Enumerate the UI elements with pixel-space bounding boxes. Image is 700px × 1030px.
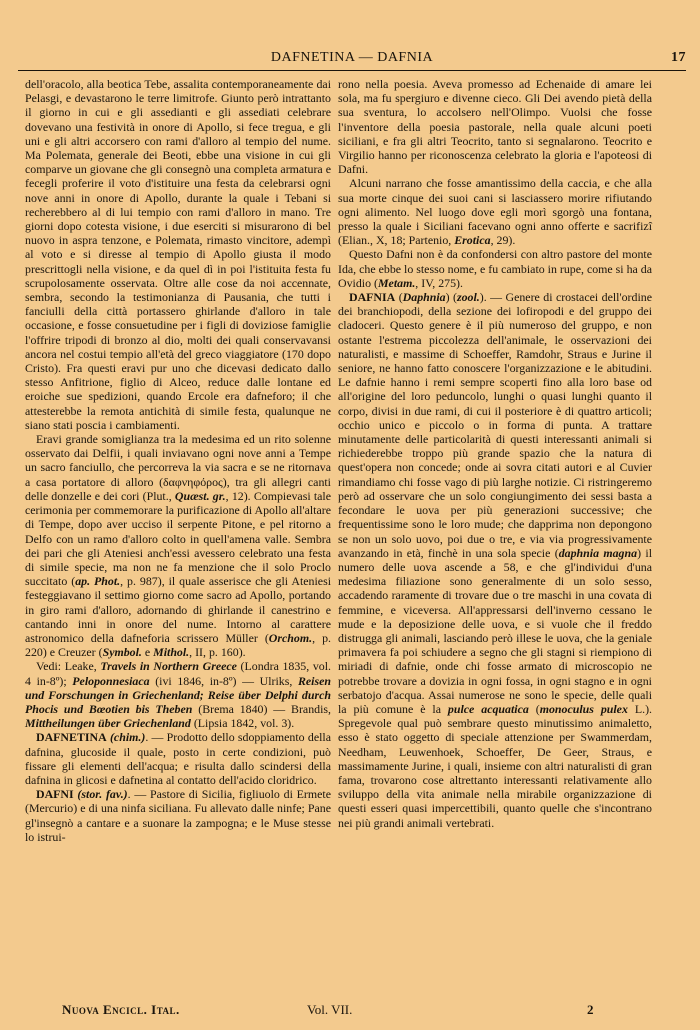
citation-mittheilungen: Mittheilungen über Griechenland [25, 716, 191, 731]
entry-dafnetina: DAFNETINA (chim.). — Prodotto dello sdoppiamento della dafnina, glucoside il quale, posto in certe condizioni, può fissare gli elementi dell'acqua; e risulta dallo scindersi della dafnina in glicosi e dafnetina al contatto dell'acido cloridrico. [25, 730, 331, 787]
paragraph-oracle: dell'oracolo, alla beotica Tebe, assalita contemporaneamente dai Pelasgi, e devastarono le terre limitrofe. Giunto però intrattanto il giorno in cui e gli assedianti e gli assediati celebrare dovevano una festività in onore di Apollo, si fece tregua, e gli uni e gli altri accorsero con rami d'alloro al tempio del nume. Ma Polemata, generale dei Beoti, ebbe una visione in cui gli comparve un giovane che gli consegnò una completa armatura e fecegli proferire il voto d'istituire una festa da celebrarsi ogni nove anni in onore di Apollo, durante la quale i Tebani si recherebbero al di lui tempio con rami d'alloro in mano. Tre giorni dopo cotesta visione, i due eserciti si misurarono di bel nuovo in aspra tenzone, e Polemata, rimasto vincitore, adempì al voto e si diresse al tempio di Apollo giusta il modo prescrittogli nella visione, e da quel dì in poi l'istituita festa fu scrupolosamente osservata. Oltre alle cose da noi accennate, sembra, secondo la testimonianza di Pausania, che tutti i fanciulli della città portassero ghirlande d'alloro in tale occasione, e fosse consuetudine per i figli di doviziose famiglie l'offrire tripodi di bronzo al dio, molti dei quali conservavansi ancora nel costui tempio all'età del greco viaggiatore (170 dopo Cristo). Fra questi eravi pur uno che dicevasi dedicato dallo stesso Anfitrione, figlio di Alceo, reduce dalle lontane ed eroiche sue spedizioni, quando Ercole era dafneforo; il che attesterebbe la remota antichità di simile festa, qualunque ne siano stati poscia i cambiamenti. [25, 77, 331, 432]
paragraph-ida: Questo Dafni non è da confondersi con altro pastore del monte Ida, che ebbe lo stesso nome, e fu cambiato in rupe, come si ha da Ovidio (Metam., IV, 275). [338, 247, 653, 290]
citation-symbol: Symbol. [102, 645, 142, 660]
citation-peloponnesiaca: Peloponnesiaca [72, 673, 150, 688]
citation-reisen: Reisen und Forschungen in Griechenland; Reise über Delphi durch Phocis und Bœotien bis Theben [25, 673, 331, 716]
species-pulce: pulce acquatica [447, 701, 529, 716]
citation-mithol: Mithol. [153, 645, 190, 660]
citation-metam: Metam. [377, 275, 416, 290]
entry-dafnia: DAFNIA (Daphnia) (zool.). — Genere di crostacei dell'ordine dei branchiopodi, della sezione dei lofiropodi e del gruppo dei cladoceri. Questo genere è il più numeroso del gruppo, e non ostante l'estrema piccolezza dell'animale, le osservazioni dei naturalisti, e massime di Schoeffer, Ramdohr, Straus e Jurine il seniore, ne hanno fatto conoscere l'organizzazione e le abitudini. Le dafnie hanno i remi sempre scoperti fino alla loro base od all'origine del loro peduncolo, lunghi o quasi lunghi quanto il corpo, divisi in due rami, di cui il posteriore è di quattro articoli; occhio unico e piccolo o in forma di punta. A trattare minutamente delle particolarità di questi interessanti animali si richiederebbe troppo più grande spazio che la natura di quest'opera non concede; onde ai sovra citati autori e al Cuvier rimandiamo chi fosse vago di più larghe notizie. Ci ristringeremo però ad osservare che un solo congiungimento dei sessi basta a fecondare le uova per più generazioni successive; che frequentissime sono le loro mude; che dapprima non depongono se non un solo uovo, poi due o tre, e via via progressivamente avanzando in età, finchè in una sola specie (daphnia magna) il numero delle uova ascende a 58, e che gl'individui d'una medesima filiazione sono generalmente di un solo sesso, accadendo raramente di trovare due o tre maschi in una covata di femmine, e viceversa. All'appressarsi dell'inverno cessano le mude e la deposizione delle uova, e si vuole che il freddo distrugga gli animali, lasciando però illese le uova, che la geniale primavera fa poi schiudere a segno che gli stagni si riempiono di miriadi di dafnie, onde chi fosse armato di microscopio ne potrebbe trovare a dovizia in ogni fossa, in ogni stagno e in ogni serbatojo d'acqua. Assai numerose ne sono le specie, delle quali la più comune è la pulce acquatica (monoculus pulex L.). Spregevole qual può sembrare questo minutissimo animaletto, esso è stato oggetto di speciale attenzione per Swammerdam, Needham, Leuwenhoek, Schoeffer, De Geer, Straus, e massimamente Jurine, i quali, insieme con altri naturalisti di gran fama, trovarono cose altrettanto interessanti relativamente allo sviluppo della vita animale nella mirabile organizzazione di questi esseri quasi impercettibili, quanto quelle che s'incontrano nei più grandi animali vertebrati. [338, 290, 652, 830]
greek-term: δαφνηφόρος [163, 474, 223, 489]
citation-quaest: Quæst. gr. [174, 488, 226, 503]
entry-tag: (chim.) [109, 730, 146, 745]
header-rule [18, 70, 686, 71]
entry-headword: DAFNETINA [36, 730, 107, 745]
citation-phot: ap. Phot. [75, 574, 121, 589]
citation-travels: Travels in Northern Greece [100, 659, 237, 674]
footer-volume: Vol. VII. [307, 1002, 353, 1017]
latin-name: Daphnia [402, 290, 446, 305]
page-number: 17 [671, 50, 686, 65]
header-title: DAFNETINA — DAFNIA [270, 50, 434, 65]
paragraph-caccia: Alcuni narrano che fosse amantissimo della caccia, e che alla sua morte cinque dei suoi cani si lasciassero morire rifiutando ogni alimento. Nel luogo dove egli morì sgorgò una fontana, presso la quale i Siciliani facevano ogni anno offerte e sacrifizî (Elian., X, 18; Partenio, Erotica, 29). [338, 176, 652, 248]
entry-headword: DAFNI [36, 787, 74, 802]
species-monoculus: monoculus pulex [539, 701, 628, 716]
running-header [18, 50, 686, 70]
entry-tag: (stor. fav.) [77, 787, 128, 802]
entry-tag: zool. [456, 290, 480, 305]
right-column [338, 77, 652, 830]
left-column [25, 77, 331, 844]
paragraph-delfii: Eravi grande somiglianza tra la medesima ed un rito solenne osservato dai Delfii, i quali inviavano ogni nove anni a Tempe un sacro fanciullo, che percorreva la via sacra e se ne ritornava a casa portatore di alloro (δαφνηφόρος), tra gli allegri canti delle donzelle e dei cori (Plut., Quæst. gr., 12). Compievasi tale cerimonia per commemorare la purificazione di Apollo all'altare di Tempe, dopo aver ucciso il serpente Pitone, e pel ritorno a Delfo con un ramo d'alloro colto in quell'amena valle. Sembra dei pari che gli Ateniesi anch'essi avessero celebrato una festa di simile specie, ma non ne fa menzione che il solo Proclo succitato (ap. Phot., p. 987), il quale asserisce che gli Ateniesi festeggiavano il settimo giorno come sacro ad Apollo, portando in giro rami d'alloro, adornando di ghirlande il canestrino e cantando inni in onore del nume. Intorno al carattere astronomico della dafneforia scrissero Müller (Orchom., p. 220) e Creuzer (Symbol. e Mithol., II, p. 160). [25, 432, 332, 660]
entry-headword: DAFNIA [349, 290, 396, 305]
species-magna: daphnia magna [558, 545, 638, 560]
footer-signature: 2 [587, 1002, 594, 1017]
paragraph-dafni-cont: rono nella poesia. Aveva promesso ad Echenaide di amare lei sola, ma fu spergiuro e divenne cieco. Gli Dei avendo pietà della sua sventura, lo accolsero nell'Olimpo. Vuolsi che fosse l'inventore della poesia pastorale, nella quale alcuni poeti siciliani, e fra gli altri Teocrito, tanto si segnalarono. Teocrito e Virgilio hanno per riconoscenza celebrato la gloria e l'apoteosi di Dafni. [338, 77, 652, 177]
citation-erotica: Erotica [454, 233, 491, 248]
paragraph-bibliography: Vedi: Leake, Travels in Northern Greece (Londra 1835, vol. 4 in-8º); Peloponnesiaca (ivi 1846, in-8º) — Ulriks, Reisen und Forschungen in Griechenland; Reise über Delphi durch Phocis und Bœotien bis Theben (Brema 1840) — Brandis, Mittheilungen über Griechenland (Lipsia 1842, vol. 3). [25, 659, 332, 731]
footer-publication: Nuova Encicl. Ital. [62, 1002, 180, 1017]
page-footer [62, 1002, 600, 1020]
citation-orchom: Orchom. [268, 630, 313, 645]
entry-dafni: DAFNI (stor. fav.). — Pastore di Sicilia, figliuolo di Ermete (Mercurio) e di una ninfa siciliana. Fu allevato dalle ninfe; Pane gl'insegnò a cantare e a suonare la zampogna; e le Muse stesse lo istrui- [25, 787, 331, 844]
